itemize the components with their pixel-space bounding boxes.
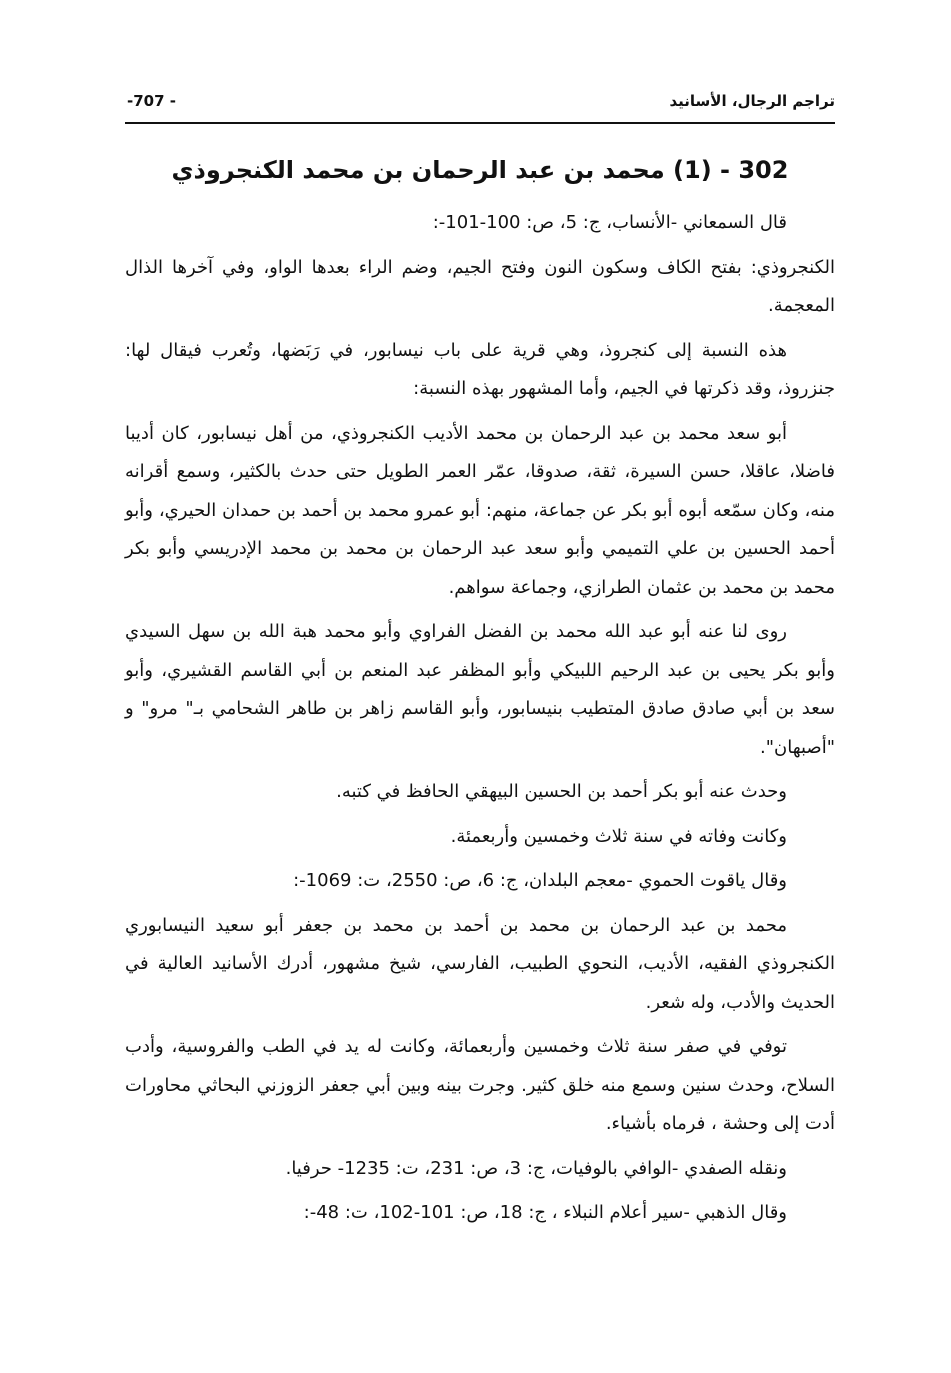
- paragraph: ونقله الصفدي -الوافي بالوفيات، ج: 3، ص: 231، ت: 1235- حرفيا.: [285, 1157, 787, 1179]
- header-divider: [125, 122, 835, 124]
- paragraph: وحدث عنه أبو بكر أحمد بن الحسين البيهقي الحافظ في كتبه.: [336, 781, 787, 802]
- page-body: [125, 140, 835, 1239]
- page-number: -707 -: [127, 92, 176, 110]
- paragraph: أبو سعد محمد بن عبد الرحمان بن محمد الأديب الكنجروذي، من أهل نيسابور، كان أديبا فاضلا، عاقلا، حسن السيرة، ثقة، صدوقا، عمّر العمر الطويل حتى حدث بالكثير، وسمع أقرانه منه، وكان سمّعه أبوه أبو بكر عن جماعة، منهم: أبو عمرو محمد بن أحمد بن حمدان الحيري، وأبو أحمد الحسين بن علي التميمي وأبو سعد عبد الرحمان بن محمد بن محمد الإدريسي وأبو بكر محمد بن محمد بن عثمان الطرازي، وجماعة سواهم.: [125, 422, 835, 598]
- paragraph: هذه النسبة إلى كنجروذ، وهي قرية على باب نيسابور، في رَبَضها، وتُعرب فيقال لها: جنزروذ، وقد ذكرتها في الجيم، وأما المشهور بهذه النسبة:: [125, 339, 835, 399]
- paragraph: قال السمعاني -الأنساب، ج: 5، ص: 100-101-:: [432, 212, 787, 233]
- paragraph: وكانت وفاته في سنة ثلاث وخمسين وأربعمئة.: [450, 825, 787, 847]
- paragraph: الكنجروذي: بفتح الكاف وسكون النون وفتح الجيم، وضم الراء بعدها الواو، وفي آخرها الذال المعجمة.: [125, 256, 835, 316]
- paragraph: وقال الذهبي -سير أعلام النبلاء ، ج: 18، ص: 101-102، ت: 48-:: [303, 1202, 787, 1223]
- paragraph: توفي في صفر سنة ثلاث وخمسين وأربعمائة، وكانت له يد في الطب والفروسية، وأدب السلاح، وحدث سنين وسمع منه خلق كثير. وجرت بينه وبين أبي جعفر الزوزني البحاثي محاورات أدت إلى وحشة ، فرماه بأشياء.: [125, 1036, 835, 1134]
- paragraph: وقال ياقوت الحموي -معجم البلدان، ج: 6، ص: 2550، ت: 1069-:: [293, 870, 787, 891]
- paragraph: روى لنا عنه أبو عبد الله محمد بن الفضل الفراوي وأبو محمد هبة الله بن سهل السيدي وأبو بكر يحيى بن عبد الرحيم اللبيكي وأبو المظفر عبد المنعم بن أبي القاسم القشيري، وأبو سعد بن أبي صادق صادق المتطيب بنيسابور، وأبو القاسم زاهر بن طاهر الشحامي بـ" مرو" و "أصبهان".: [125, 621, 835, 758]
- entry-heading: 302 - (1) محمد بن عبد الرحمان بن محمد الكنجروذي: [171, 156, 789, 184]
- running-title: تراجم الرجال، الأسانيد: [669, 92, 835, 110]
- running-header: [125, 88, 835, 120]
- paragraph: محمد بن عبد الرحمان بن محمد بن أحمد بن محمد بن جعفر أبو سعيد النيسابوري الكنجروذي الفقيه، الأديب، النحوي الطبيب، الفارسي، شيخ مشهور، أدرك الأسانيد العالية في الحديث والأدب، وله شعر.: [125, 914, 835, 1013]
